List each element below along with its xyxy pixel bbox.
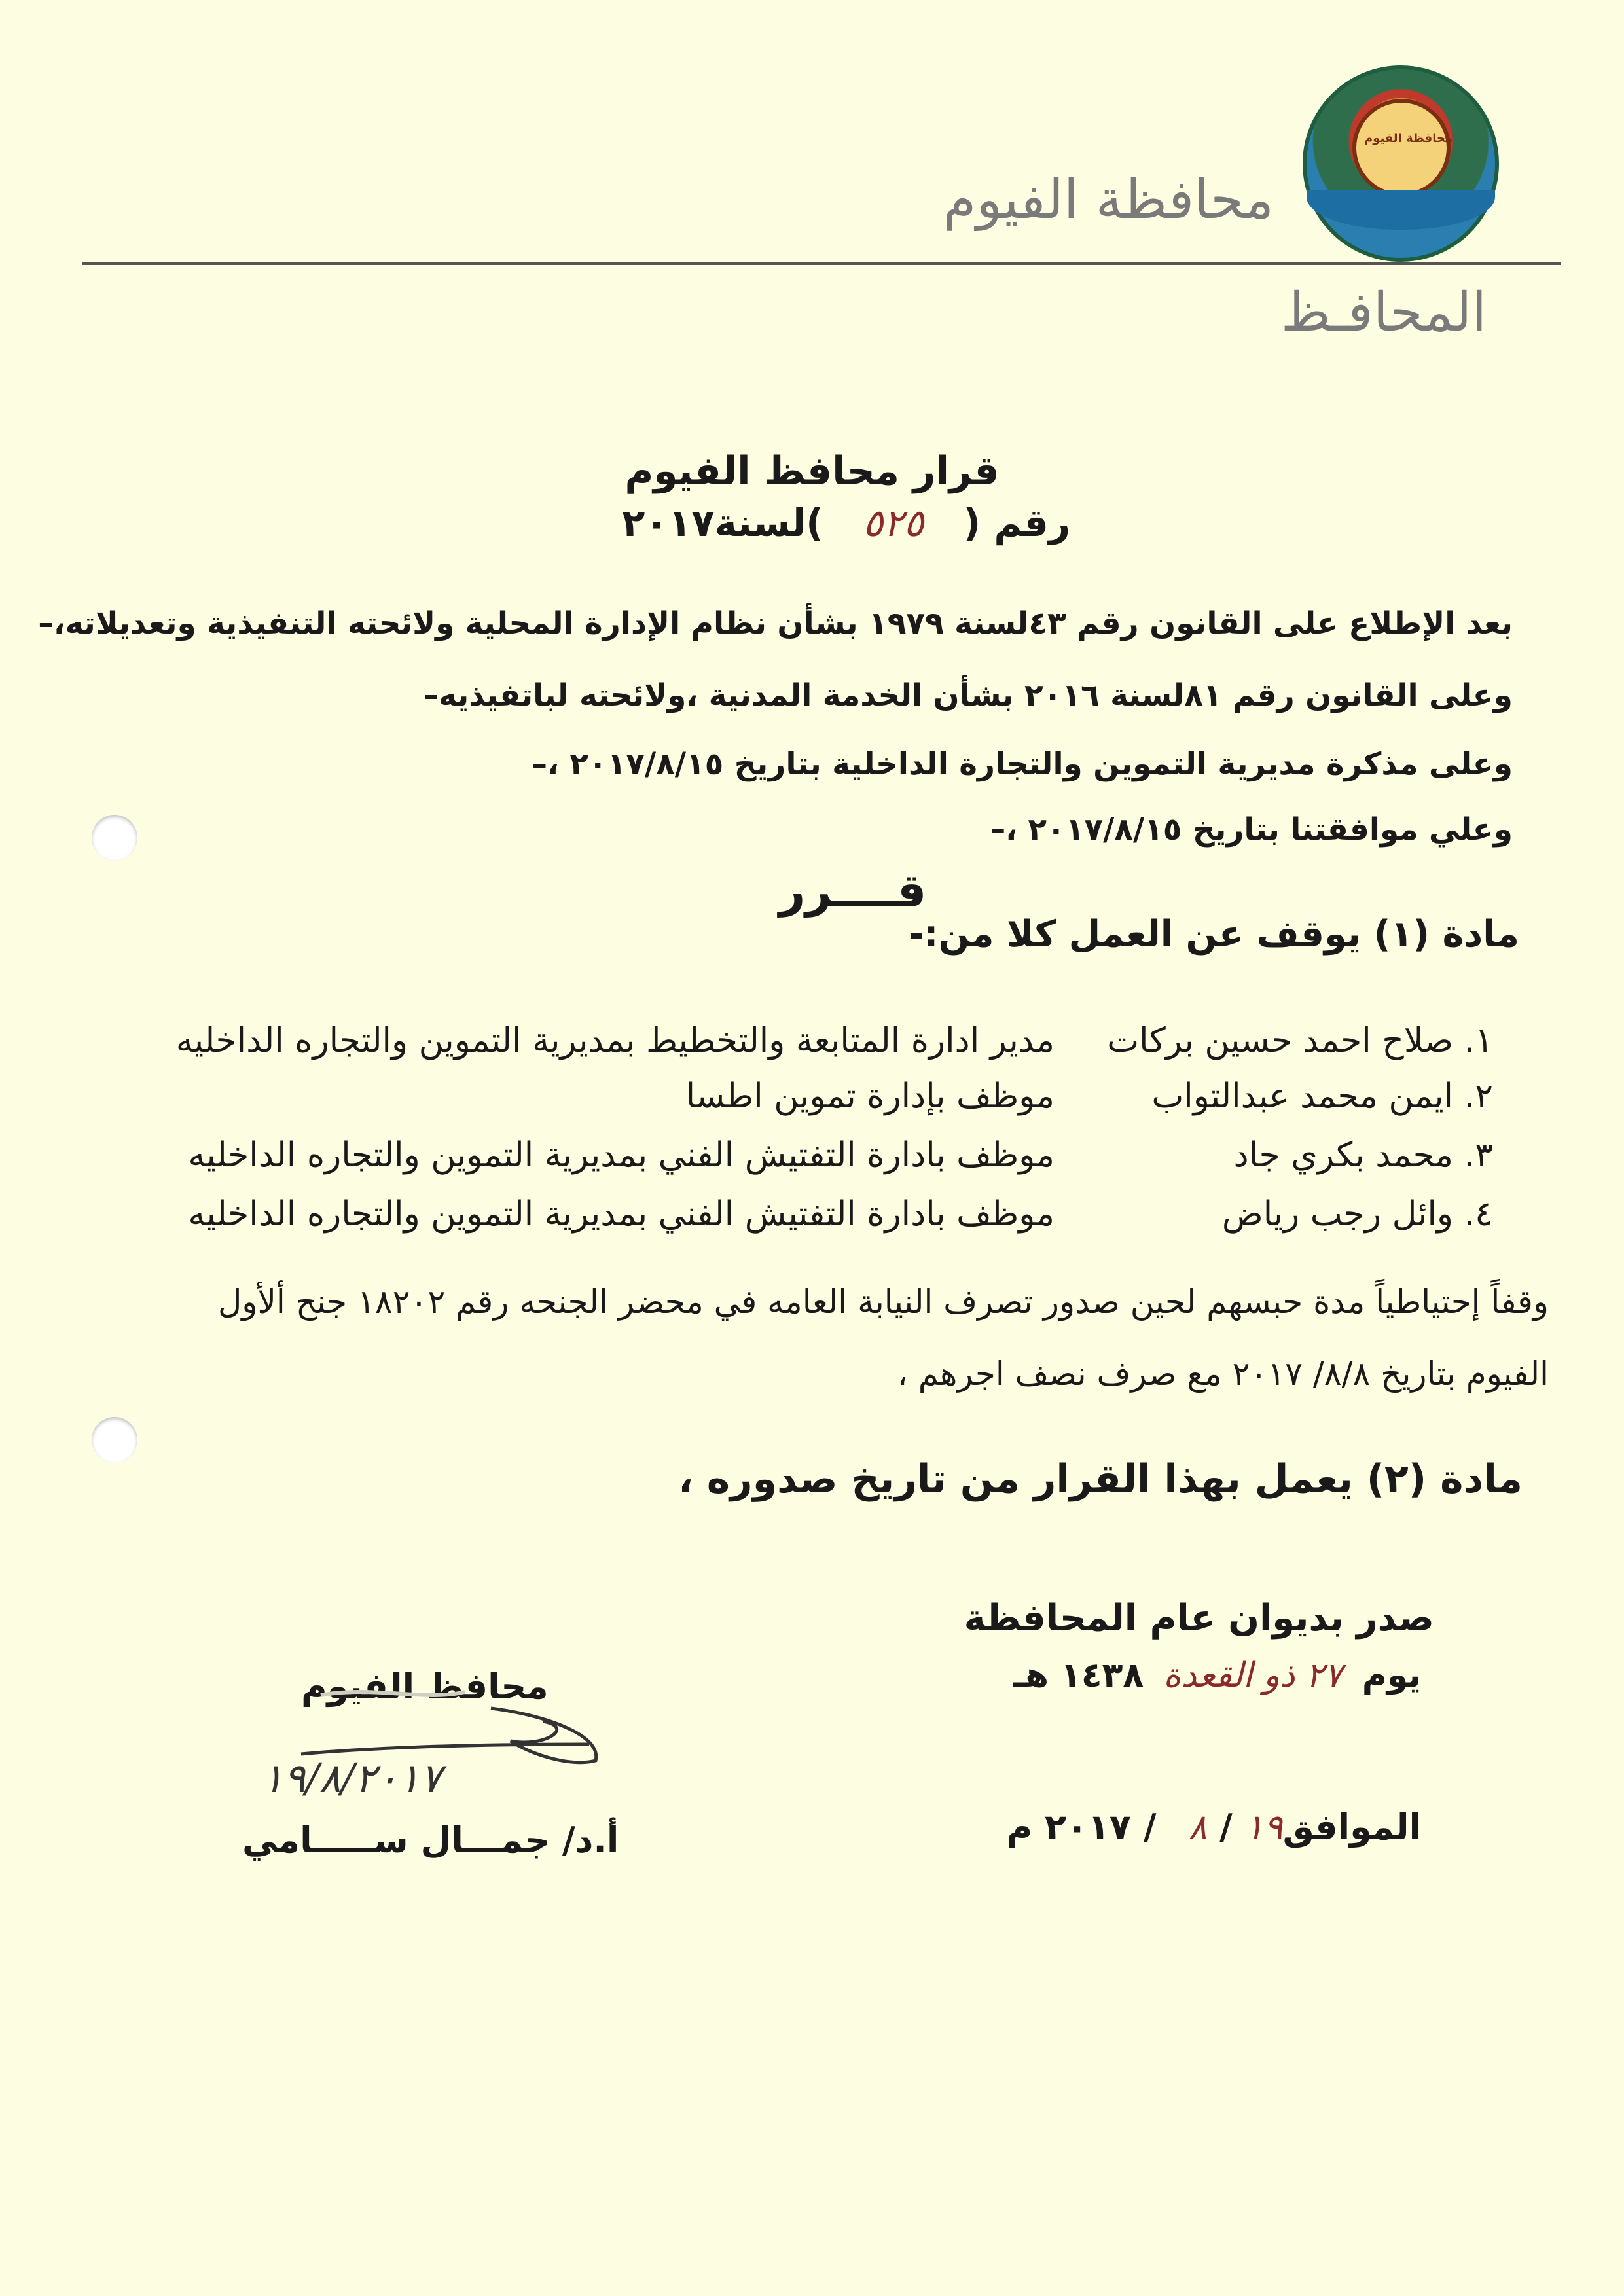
- preamble-item: –وعلى القانون رقم ٨١لسنة ٢٠١٦ بشأن الخدمة المدنية ،ولائحته لباتفيذيه: [423, 677, 1513, 713]
- agreed-month: ٨: [1188, 1806, 1208, 1848]
- agreed-year: / ٢٠١٧ م: [1006, 1806, 1157, 1848]
- article-1-heading: مادة (١) يوقف عن العمل كلا من:-: [908, 913, 1519, 956]
- suspension-paragraph-line-2: الفيوم بتاريخ ٨/٨/ ٢٠١٧ مع صرف نصف اجرهم ،: [897, 1355, 1549, 1393]
- punch-hole-top: [92, 815, 137, 861]
- person-name: ١. صلاح احمد حسين بركات: [1107, 1021, 1493, 1060]
- preamble-item: –وعلي موافقتنا بتاريخ ٢٠١٧/٨/١٥ ،: [990, 812, 1513, 848]
- suspension-paragraph-line-1: وقفاً إحتياطياً مدة حبسهم لحين صدور تصرف النيابة العامه في محضر الجنحه رقم ١٨٢٠٢ جنح ألأول: [217, 1283, 1549, 1321]
- preamble-item: –وعلى مذكرة مديرية التموين والتجارة الداخلية بتاريخ ٢٠١٧/٨/١٥ ،: [532, 746, 1513, 782]
- year-label: )لسنة٢٠١٧: [622, 501, 823, 545]
- signatory-title: محافظ الفيوم: [301, 1666, 549, 1707]
- article-2: مادة (٢) يعمل بهذا القرار من تاريخ صدوره ،: [678, 1456, 1523, 1502]
- hijri-year: ١٤٣٨ هـ: [1013, 1656, 1144, 1695]
- decides-heading: قــــرر: [779, 864, 927, 918]
- agreed-day: ١٩: [1244, 1806, 1283, 1848]
- preamble-dash: –: [532, 746, 548, 782]
- preamble-dash: –: [38, 605, 54, 641]
- issued-at: صدر بديوان عام المحافظة: [964, 1597, 1434, 1640]
- signature-date-handwritten: ١٩/٨/٢٠١٧: [262, 1754, 442, 1802]
- issue-date-hijri: [1013, 1656, 1421, 1695]
- number-value: ٥٢٥: [862, 501, 924, 545]
- person-job: مدير ادارة المتابعة والتخطيط بمديرية التموين والتجاره الداخليه: [175, 1021, 1055, 1060]
- person-job: موظف بإدارة تموين اطسا: [685, 1077, 1055, 1116]
- person-name: ٣. محمد بكري جاد: [1233, 1136, 1493, 1175]
- governorate-name: محافظة الفيوم: [943, 169, 1274, 231]
- header-divider: [82, 262, 1561, 265]
- logo-text: محافظة الفيوم: [1364, 132, 1453, 145]
- logo-water: [1307, 190, 1495, 230]
- person-name: ٤. وائل رجب رياض: [1221, 1194, 1493, 1234]
- governor-office-title: المحافـظ: [1280, 281, 1487, 344]
- governorate-logo: [1303, 65, 1499, 262]
- person-name: ٢. ايمن محمد عبدالتواب: [1151, 1077, 1493, 1116]
- decision-title: قرار محافظ الفيوم: [624, 448, 1000, 494]
- logo-emblem: [1352, 99, 1451, 197]
- person-job: موظف بادارة التفتيش الفني بمديرية التموين والتجاره الداخليه: [188, 1136, 1055, 1175]
- signatory-name: أ.د/ جمـــال ســـــامي: [242, 1820, 619, 1861]
- day-label: يوم: [1362, 1656, 1421, 1695]
- preamble-dash: –: [990, 812, 1006, 848]
- day-handwritten: ٢٧ ذو القعدة: [1163, 1656, 1343, 1695]
- person-job: موظف بادارة التفتيش الفني بمديرية التموين والتجاره الداخليه: [188, 1194, 1055, 1234]
- agreed-label: الموافق: [1282, 1806, 1421, 1848]
- decision-number: [622, 501, 1070, 545]
- punch-hole-bottom: [92, 1417, 137, 1463]
- number-label: رقم (: [963, 501, 1071, 545]
- issue-date-gregorian: الموافق١٩ / ٨ / ٢٠١٧ م: [1006, 1806, 1421, 1848]
- preamble-dash: –: [423, 677, 439, 713]
- preamble-item: –بعد الإطلاع على القانون رقم ٤٣لسنة ١٩٧٩ بشأن نظام الإدارة المحلية ولائحته التنفيذية وتعديلاته،: [38, 605, 1513, 641]
